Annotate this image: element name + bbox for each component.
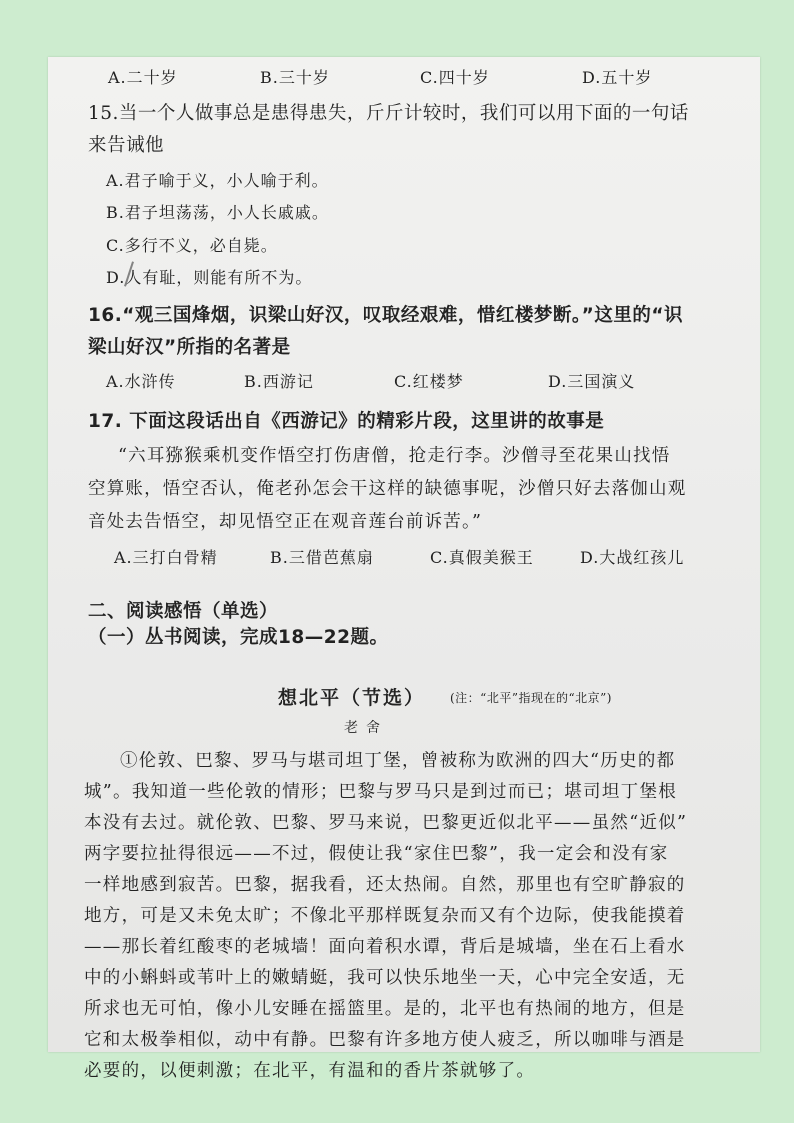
q17-quote-line-2: 空算账，悟空否认，俺老孙怎会干这样的缺德事呢，沙僧只好去落伽山观	[88, 479, 687, 499]
q17-quote-line-1: “六耳猕猴乘机变作悟空打伤唐僧，抢走行李。沙僧寻至花果山找悟	[118, 446, 671, 466]
passage-line-5: 一样地感到寂苦。巴黎，据我看，还太热闹。自然，那里也有空旷静寂的	[84, 875, 686, 895]
q17-stem: 17. 下面这段话出自《西游记》的精彩片段，这里讲的故事是	[88, 411, 605, 432]
passage-title: 想北平（节选）	[278, 687, 426, 709]
q17-option-a: A.三打白骨精	[114, 548, 218, 567]
q17-option-c: C.真假美猴王	[430, 548, 534, 567]
q15-option-c: C.多行不义，必自毙。	[106, 236, 278, 255]
q16-option-b: B.西游记	[244, 372, 314, 391]
passage-line-8: 中的小蝌蚪或苇叶上的嫩蜻蜓，我可以快乐地坐一天，心中完全安适，无	[84, 968, 686, 988]
q16-stem-line-2: 梁山好汉”所指的名著是	[88, 337, 291, 358]
q15-stem-line-1: 15.当一个人做事总是患得患失，斤斤计较时，我们可以用下面的一句话	[88, 103, 689, 124]
q14-option-c: C.四十岁	[420, 68, 490, 87]
passage-line-1: ①伦敦、巴黎、罗马与堪司坦丁堡，曾被称为欧洲的四大“历史的都	[120, 751, 676, 771]
q15-option-d: D.人有耻，则能有所不为。	[106, 268, 313, 287]
passage-line-4: 两字要拉扯得很远——不过，假使让我“家住巴黎”，我一定会和没有家	[84, 844, 669, 864]
passage-title-note: (注：“北平”指现在的“北京”)	[450, 691, 612, 705]
section-heading: 二、阅读感悟（单选）	[88, 601, 279, 622]
q16-option-a: A.水浒传	[106, 372, 176, 391]
passage-author: 老舍	[344, 720, 388, 736]
q17-quote-line-3: 音处去告悟空，却见悟空正在观音莲台前诉苦。”	[88, 512, 483, 532]
q14-option-d: D.五十岁	[582, 68, 653, 87]
passage-line-11: 必要的，以便刺激；在北平，有温和的香片茶就够了。	[84, 1061, 536, 1081]
passage-line-6: 地方，可是又未免太旷；不像北平那样既复杂而又有个边际，使我能摸着	[84, 906, 686, 926]
passage-line-2: 城”。我知道一些伦敦的情形；巴黎与罗马只是到过而已；堪司坦丁堡根	[84, 782, 678, 802]
q14-option-a: A.二十岁	[108, 68, 178, 87]
exam-page	[48, 57, 760, 1081]
q16-option-d: D.三国演义	[548, 372, 636, 391]
section-subheading: （一）丛书阅读，完成18—22题。	[88, 627, 389, 648]
passage-line-10: 它和太极拳相似，动中有静。巴黎有许多地方使人疲乏，所以咖啡与酒是	[84, 1030, 686, 1050]
q17-option-b: B.三借芭蕉扇	[270, 548, 374, 567]
q15-option-a: A.君子喻于义，小人喻于利。	[106, 171, 329, 190]
q14-option-b: B.三十岁	[260, 68, 330, 87]
q16-stem-line-1: 16.“观三国烽烟，识梁山好汉，叹取经艰难，惜红楼梦断。”这里的“识	[88, 305, 684, 326]
passage-line-7: ——那长着红酸枣的老城墙！面向着积水谭，背后是城墙，坐在石上看水	[84, 937, 686, 957]
q16-option-c: C.红楼梦	[394, 372, 464, 391]
passage-line-3: 本没有去过。就伦敦、巴黎、罗马来说，巴黎更近似北平——虽然“近似”	[84, 813, 688, 833]
q15-option-b: B.君子坦荡荡，小人长戚戚。	[106, 203, 329, 222]
passage-line-9: 所求也无可怕，像小儿安睡在摇篮里。是的，北平也有热闹的地方，但是	[84, 999, 686, 1019]
q15-stem-line-2: 来告诫他	[88, 135, 165, 156]
q17-option-d: D.大战红孩儿	[580, 548, 685, 567]
